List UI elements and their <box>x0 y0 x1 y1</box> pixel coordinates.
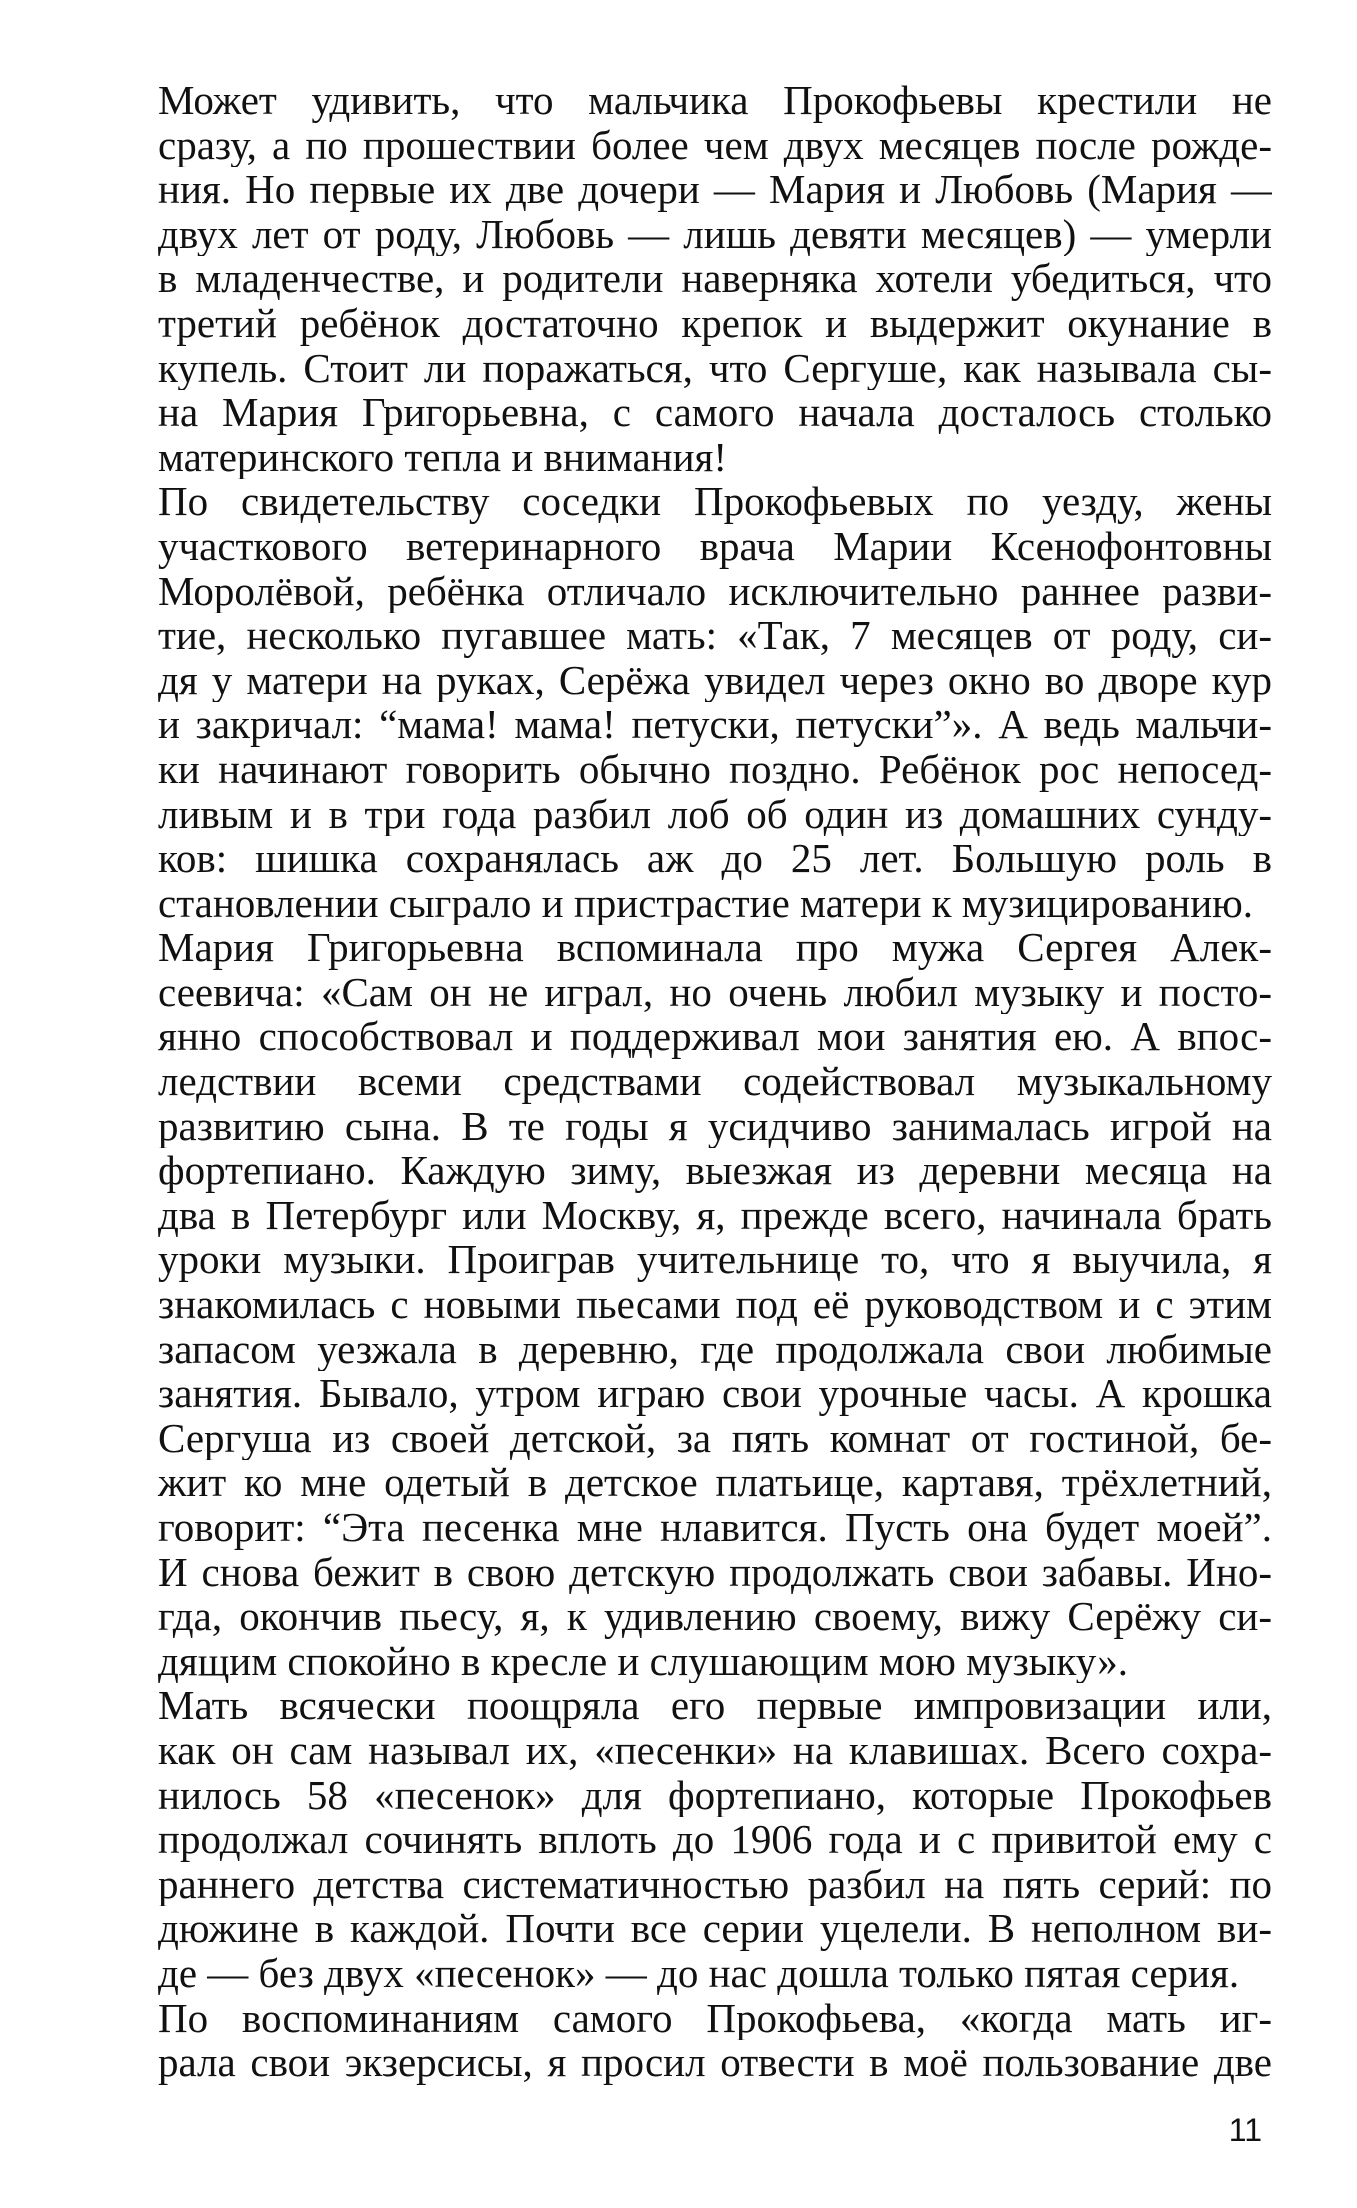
paragraph-2 <box>102 479 1272 925</box>
text-line: на Мария Григорьевна, с самого начала досталось столько <box>158 390 1272 435</box>
text-line: сразу, а по прошествии более чем двух месяцев после рожде- <box>158 122 1272 168</box>
text-line: сеевича: «Сам он не играл, но очень любил музыку и посто- <box>158 969 1272 1015</box>
text-line: два в Петербург или Москву, я, прежде всего, начинала брать <box>158 1192 1272 1238</box>
text-line: И снова бежит в свою детскую продолжать свои забавы. Ино- <box>158 1549 1272 1595</box>
text-line: материнского тепла и внимания! <box>158 434 728 480</box>
paragraph-4 <box>102 1683 1272 1995</box>
text-line: Сергуша из своей детской, за пять комнат от гостиной, бе- <box>158 1415 1272 1461</box>
text-line: де — без двух «песенок» — до нас дошла только пятая серия. <box>158 1950 1240 1996</box>
text-line: Моролёвой, ребёнка отличало исключительно раннее разви- <box>158 568 1272 614</box>
text-line: ливым и в три года разбил лоб об один из домашних сунду- <box>158 791 1272 837</box>
text-line: ния. Но первые их две дочери — Мария и Любовь (Мария — <box>158 167 1272 212</box>
text-line: ков: шишка сохранялась аж до 25 лет. Большую роль в <box>158 836 1272 881</box>
paragraph-1 <box>102 78 1272 479</box>
text-line: По свидетельству соседки Прокофьевых по уезду, жены <box>158 479 1272 524</box>
text-line: янно способствовал и поддерживал мои занятия ею. А впос- <box>158 1014 1272 1060</box>
page-number: 11 <box>1228 2112 1262 2148</box>
paragraph-5 <box>102 1996 1272 2085</box>
text-line: и закричал: “мама! мама! петуски, петуски”». А ведь мальчи- <box>158 702 1272 747</box>
text-line: как он сам называл их, «песенки» на клавишах. Всего сохра- <box>158 1727 1272 1773</box>
text-line: запасом уезжала в деревню, где продолжала свои любимые <box>158 1326 1272 1372</box>
text-line: дя у матери на руках, Серёжа увидел через окно во дворе кур <box>158 657 1272 703</box>
text-line: дящим спокойно в кресле и слушающим мою музыку». <box>158 1638 1128 1684</box>
text-line: говорит: “Эта песенка мне нлавится. Пусть она будет моей”. <box>158 1505 1272 1550</box>
text-line: нилось 58 «песенок» для фортепиано, которые Прокофьев <box>158 1772 1272 1818</box>
text-line: По воспоминаниям самого Прокофьева, «когда мать иг- <box>158 1995 1272 2041</box>
text-line: ки начинают говорить обычно поздно. Ребёнок рос непосед- <box>158 746 1272 792</box>
text-line: занятия. Бывало, утром играю свои урочные часы. А крошка <box>158 1371 1272 1416</box>
text-line: Мария Григорьевна вспоминала про мужа Сергея Алек- <box>158 925 1272 970</box>
text-line: купель. Стоит ли поражаться, что Сергуше, как называла сы- <box>158 345 1272 391</box>
text-line: становлении сыграло и пристрастие матери к музицированию. <box>158 880 1254 926</box>
text-line: в младенчестве, и родители наверняка хотели убедиться, что <box>158 256 1272 301</box>
text-line: Мать всячески поощряла его первые импровизации или, <box>158 1683 1272 1728</box>
text-line: раннего детства систематичностью разбил на пять серий: по <box>158 1861 1272 1907</box>
text-line: участкового ветеринарного врача Марии Ксенофонтовны <box>158 523 1272 569</box>
text-line: Может удивить, что мальчика Прокофьевы крестили не <box>158 78 1272 123</box>
book-page-text <box>102 78 1272 2085</box>
text-line: тие, несколько пугавшее мать: «Так, 7 месяцев от роду, си- <box>158 613 1272 658</box>
paragraph-3 <box>102 925 1272 1683</box>
text-line: гда, окончив пьесу, я, к удивлению своему, вижу Серёжу си- <box>158 1594 1272 1639</box>
text-line: уроки музыки. Проиграв учительнице то, что я выучила, я <box>158 1237 1272 1283</box>
text-line: фортепиано. Каждую зиму, выезжая из деревни месяца на <box>158 1148 1272 1193</box>
text-line: дюжине в каждой. Почти все серии уцелели. В неполном ви- <box>158 1906 1272 1951</box>
text-line: продолжал сочинять вплоть до 1906 года и с привитой ему с <box>158 1817 1272 1862</box>
text-line: ледствии всеми средствами содействовал музыкальному <box>158 1059 1272 1104</box>
text-line: развитию сына. В те годы я усидчиво занималась игрой на <box>158 1103 1272 1149</box>
text-line: двух лет от роду, Любовь — лишь девяти месяцев) — умерли <box>158 211 1272 257</box>
text-line: жит ко мне одетый в детское платьице, картавя, трёхлетний, <box>158 1460 1272 1505</box>
text-line: рала свои экзерсисы, я просил отвести в моё пользование две <box>158 2040 1272 2085</box>
text-line: третий ребёнок достаточно крепок и выдержит окунание в <box>158 300 1272 346</box>
text-line: знакомилась с новыми пьесами под её руководством и с этим <box>158 1282 1272 1327</box>
